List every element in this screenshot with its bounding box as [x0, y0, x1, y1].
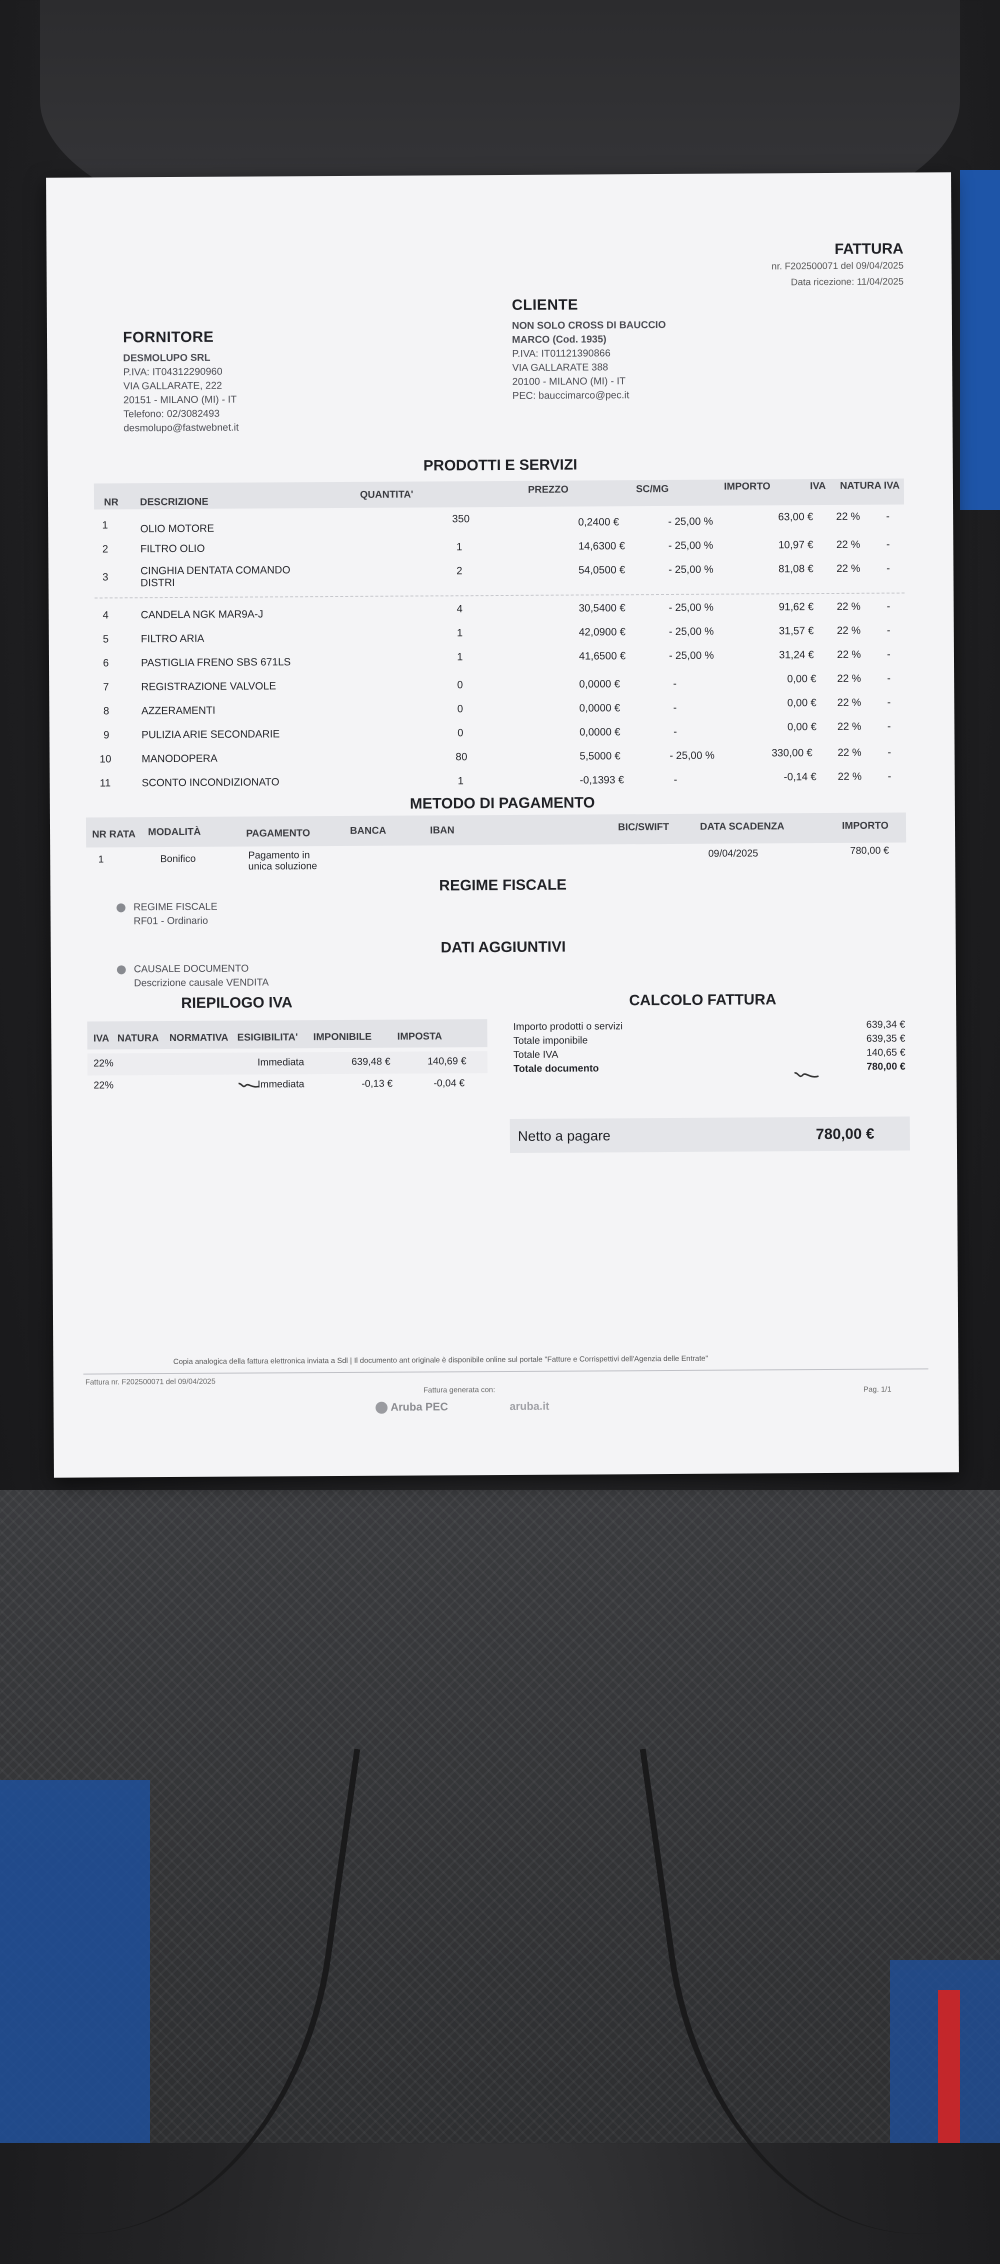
cell-iva: 22 % — [837, 672, 862, 685]
calcolo-table — [513, 1019, 905, 1079]
cell-iva: 22 % — [837, 720, 862, 733]
col-riep-esig: ESIGIBILITA' — [237, 1032, 298, 1044]
netto-label: Netto a pagare — [517, 1127, 611, 1144]
cell-nr: 8 — [103, 705, 110, 718]
cell-prezzo: 30,5400 € — [578, 602, 626, 615]
cell-sc: - 25,00 % — [669, 749, 715, 762]
col-riep-normativa: NORMATIVA — [169, 1032, 229, 1045]
arubapec-logo — [376, 1401, 449, 1414]
col-bic: BIC/SWIFT — [617, 821, 670, 834]
riep-imposta: -0,04 € — [433, 1078, 465, 1090]
fornitore-heading: FORNITORE — [122, 328, 214, 347]
cell-importo: 10,97 € — [778, 539, 814, 552]
cell-natura: - — [886, 510, 890, 523]
col-sc: SC/MG — [635, 483, 669, 496]
cell-nr: 11 — [99, 777, 111, 790]
col-quantita: QUANTITA' — [359, 489, 414, 501]
riep-imponibile: -0,13 € — [361, 1078, 393, 1090]
cell-desc-2: DISTRI — [140, 576, 175, 590]
riep-imponibile: 639,48 € — [351, 1056, 391, 1068]
calcolo-label: Totale imponibile — [513, 1035, 588, 1047]
cell-prezzo: 0,0000 € — [579, 726, 621, 739]
fornitore-line: P.IVA: IT04312290960 — [123, 366, 223, 379]
cell-sc: - 25,00 % — [668, 563, 714, 576]
riepilogo-row — [88, 1073, 488, 1097]
invoice-paper — [46, 172, 959, 1478]
table-row — [94, 559, 904, 594]
cell-nr: 4 — [102, 609, 109, 622]
invoice-number: nr. F202500071 del 09/04/2025 — [771, 260, 904, 273]
cell-iva: 22 % — [836, 510, 861, 523]
cell-sc: - — [673, 701, 677, 714]
cell-importo: 63,00 € — [778, 511, 814, 524]
cliente-details — [512, 319, 666, 404]
blue-surface — [960, 170, 1000, 510]
table-row — [96, 741, 906, 768]
cell-desc: MANODOPERA — [141, 752, 218, 766]
cliente-block — [512, 296, 667, 404]
cell-qty: 350 — [452, 513, 470, 526]
cell-desc: FILTRO ARIA — [140, 632, 205, 646]
cell-iva: 22 % — [837, 746, 862, 759]
regime-bullet-icon — [116, 903, 125, 912]
cliente-line: NON SOLO CROSS DI BAUCCIO — [511, 319, 666, 332]
cliente-line: VIA GALLARATE 388 — [512, 362, 609, 374]
cliente-line: MARCO (Cod. 1935) — [512, 334, 607, 346]
cell-natura: - — [887, 746, 892, 759]
cell-desc: CINGHIA DENTATA COMANDO — [140, 564, 291, 578]
table-row — [95, 717, 905, 744]
invoice-received-date: Data ricezione: 11/04/2025 — [790, 276, 904, 289]
prodotti-header-band — [94, 479, 904, 510]
regime-value: RF01 - Ordinario — [133, 915, 209, 928]
col-nr: NR — [103, 497, 119, 509]
cell-importo: 0,00 € — [787, 673, 817, 686]
cell-importo: 31,24 € — [778, 649, 815, 662]
seat-seam-right — [640, 1696, 1000, 2264]
cell-iva: 22 % — [836, 624, 861, 637]
cell-iva: 22 % — [836, 600, 861, 613]
cell-sc: - — [673, 677, 677, 690]
cell-natura: - — [887, 770, 892, 783]
calcolo-value: 639,34 € — [866, 1019, 906, 1031]
col-importo-pag: IMPORTO — [841, 820, 889, 832]
dati-title: DATI AGGIUNTIVI — [440, 938, 566, 957]
cell-importo: 91,62 € — [778, 601, 814, 614]
pag-modalita: Bonifico — [160, 853, 196, 866]
cell-prezzo: 54,0500 € — [578, 564, 626, 577]
pag-nr: 1 — [98, 854, 104, 866]
cell-iva: 22 % — [836, 538, 861, 551]
pen-mark-icon — [238, 1080, 260, 1090]
riep-iva: 22% — [93, 1080, 114, 1092]
cliente-line: P.IVA: IT01121390866 — [512, 348, 611, 360]
col-scadenza: DATA SCADENZA — [699, 821, 785, 833]
pen-mark-icon — [793, 1069, 819, 1081]
col-prezzo: PREZZO — [527, 484, 569, 496]
col-iva: IVA — [809, 481, 826, 493]
cell-natura: - — [886, 562, 890, 575]
riepilogo-row — [87, 1051, 487, 1075]
dati-label: CAUSALE DOCUMENTO — [133, 963, 249, 976]
cell-desc: CANDELA NGK MAR9A-J — [140, 608, 264, 622]
dati-value: Descrizione causale VENDITA — [133, 977, 269, 990]
col-importo: IMPORTO — [723, 481, 771, 493]
riepilogo-title: RIEPILOGO IVA — [181, 994, 293, 1012]
table-row — [95, 669, 905, 696]
cell-qty: 1 — [457, 775, 464, 788]
cell-nr: 2 — [102, 543, 109, 556]
cell-sc: - 25,00 % — [668, 601, 714, 614]
pag-scadenza: 09/04/2025 — [708, 848, 759, 860]
pagamento-title: METODO DI PAGAMENTO — [409, 794, 595, 813]
cell-importo: 81,08 € — [778, 563, 814, 576]
dati-bullet-icon — [117, 965, 126, 974]
cell-prezzo: 41,6500 € — [578, 650, 626, 663]
cell-iva: 22 % — [836, 562, 861, 575]
cell-importo: 0,00 € — [787, 721, 817, 734]
footer-generated: Fattura generata con: — [423, 1385, 496, 1395]
cell-desc: AZZERAMENTI — [141, 704, 216, 718]
cell-desc: PASTIGLIA FRENO SBS 671LS — [140, 656, 291, 670]
fornitore-line: DESMOLUPO SRL — [123, 352, 211, 365]
cell-qty: 1 — [456, 651, 463, 664]
footer-divider — [83, 1368, 928, 1374]
cell-qty: 4 — [456, 603, 463, 616]
fornitore-line: VIA GALLARATE, 222 — [123, 380, 223, 393]
footer-page: Pag. 1/1 — [863, 1384, 892, 1394]
regime-label: REGIME FISCALE — [133, 901, 218, 914]
cell-nr: 1 — [102, 519, 109, 532]
fornitore-details — [123, 352, 239, 437]
cell-sc: - 25,00 % — [668, 625, 714, 638]
col-riep-imponibile: IMPONIBILE — [313, 1031, 372, 1044]
cell-nr: 10 — [99, 753, 112, 766]
footer-disclaimer: Copia analogica della fattura elettronica inviata a Sdl | Il documento ant originale è disponibile online sul portale "Fatture e Corrispettivi dell'Agenzia delle Entrate" — [173, 1353, 709, 1367]
cell-prezzo: 0,2400 € — [578, 516, 620, 529]
cliente-line: PEC: bauccimarco@pec.it — [512, 390, 630, 402]
pag-pagamento — [248, 850, 317, 872]
cell-desc: REGISTRAZIONE VALVOLE — [141, 680, 277, 694]
cell-sc: - 25,00 % — [668, 539, 714, 552]
cell-natura: - — [887, 720, 891, 733]
col-pagamento: PAGAMENTO — [246, 828, 311, 840]
riep-imposta: 140,69 € — [427, 1056, 467, 1068]
cell-sc: - 25,00 % — [668, 649, 714, 662]
cell-nr: 9 — [103, 729, 110, 742]
aruba-logo-icon — [376, 1402, 388, 1414]
netto-value: 780,00 € — [815, 1125, 875, 1144]
cell-prezzo: 14,6300 € — [578, 540, 626, 553]
cell-iva: 22 % — [837, 770, 862, 783]
cell-sc: - — [673, 773, 678, 786]
regime-title: REGIME FISCALE — [439, 876, 567, 895]
cliente-heading: CLIENTE — [511, 296, 579, 314]
table-row — [95, 597, 905, 624]
cell-natura: - — [886, 648, 891, 661]
cell-qty: 0 — [457, 679, 464, 692]
cell-importo: -0,14 € — [783, 771, 817, 784]
calcolo-label: Totale documento — [513, 1063, 599, 1075]
arubait-logo: aruba.it — [509, 1400, 550, 1413]
regime-block — [116, 901, 217, 930]
cell-qty: 0 — [457, 703, 464, 716]
cell-sc: - — [673, 725, 677, 738]
invoice-title: FATTURA — [834, 240, 904, 258]
table-row — [95, 621, 905, 648]
cell-importo: 0,00 € — [787, 697, 817, 710]
fornitore-line: Telefono: 02/3082493 — [123, 408, 220, 421]
cell-desc: FILTRO OLIO — [140, 542, 205, 556]
cell-nr: 7 — [103, 681, 110, 694]
pag-importo: 780,00 € — [850, 845, 890, 857]
cell-natura: - — [886, 600, 891, 613]
col-natura: NATURA IVA — [839, 480, 900, 492]
table-row — [95, 693, 905, 720]
col-riep-imposta: IMPOSTA — [397, 1031, 443, 1043]
riep-esig: Immediata — [257, 1057, 305, 1069]
cell-qty: 0 — [457, 727, 464, 740]
table-row — [95, 645, 905, 672]
cell-prezzo: 0,0000 € — [579, 702, 621, 715]
arubapec-logo-text: Aruba PEC — [390, 1401, 449, 1414]
fornitore-block — [123, 329, 239, 437]
cliente-line: 20100 - MILANO (MI) - IT — [512, 376, 626, 388]
table-row — [96, 765, 906, 792]
calcolo-label: Totale IVA — [513, 1049, 559, 1061]
table-row — [94, 535, 904, 562]
cell-iva: 22 % — [837, 696, 862, 709]
pag-pagamento-line1: Pagamento in — [248, 850, 310, 862]
calcolo-label: Importo prodotti o servizi — [513, 1021, 623, 1033]
calcolo-value: 639,35 € — [866, 1033, 906, 1045]
fornitore-line: 20151 - MILANO (MI) - IT — [123, 394, 237, 407]
cell-importo: 330,00 € — [771, 747, 813, 760]
cell-importo: 31,57 € — [778, 625, 814, 638]
cell-natura: - — [887, 672, 891, 685]
calcolo-value: 140,65 € — [866, 1047, 906, 1059]
cell-desc: OLIO MOTORE — [140, 522, 215, 536]
prodotti-title: PRODOTTI E SERVIZI — [423, 456, 578, 475]
cell-qty: 80 — [455, 751, 468, 764]
cell-natura: - — [886, 624, 891, 637]
cell-prezzo: -0,1393 € — [579, 774, 625, 787]
cell-qty: 1 — [456, 541, 463, 554]
calcolo-value: 780,00 € — [866, 1061, 906, 1073]
col-riep-natura: NATURA — [117, 1033, 159, 1045]
pag-pagamento-line2: unica soluzione — [248, 861, 318, 873]
cell-natura: - — [886, 538, 890, 551]
footer-invoice-ref: Fattura nr. F202500071 del 09/04/2025 — [85, 1376, 216, 1387]
cell-iva: 22 % — [836, 648, 861, 661]
cell-nr: 5 — [102, 633, 109, 646]
cell-sc: - 25,00 % — [668, 515, 714, 528]
riep-esig: Immediata — [257, 1079, 305, 1091]
seat-seam-left — [0, 1696, 360, 2264]
cell-prezzo: 5,5000 € — [579, 750, 621, 763]
col-modalita: MODALITÀ — [148, 826, 201, 839]
cell-desc: SCONTO INCONDIZIONATO — [141, 776, 280, 790]
cell-nr: 3 — [102, 571, 109, 584]
cell-desc: PULIZIA ARIE SECONDARIE — [141, 728, 280, 742]
col-iban: IBAN — [430, 825, 455, 837]
cell-prezzo: 42,0900 € — [578, 626, 626, 639]
col-riep-iva: IVA — [93, 1033, 110, 1045]
cell-natura: - — [887, 696, 891, 709]
calcolo-title: CALCOLO FATTURA — [629, 991, 777, 1010]
col-nr-rata: NR RATA — [92, 829, 136, 841]
dati-block — [117, 962, 269, 991]
cell-qty: 1 — [456, 627, 463, 640]
calcolo-row — [513, 1061, 905, 1079]
cell-nr: 6 — [102, 657, 109, 670]
cell-qty: 2 — [456, 565, 463, 578]
col-banca: BANCA — [350, 825, 387, 837]
riep-iva: 22% — [93, 1058, 114, 1070]
table-row — [94, 511, 904, 538]
fornitore-line: desmolupo@fastwebnet.it — [123, 422, 239, 435]
cell-prezzo: 0,0000 € — [579, 678, 621, 691]
col-descrizione: DESCRIZIONE — [139, 496, 209, 509]
